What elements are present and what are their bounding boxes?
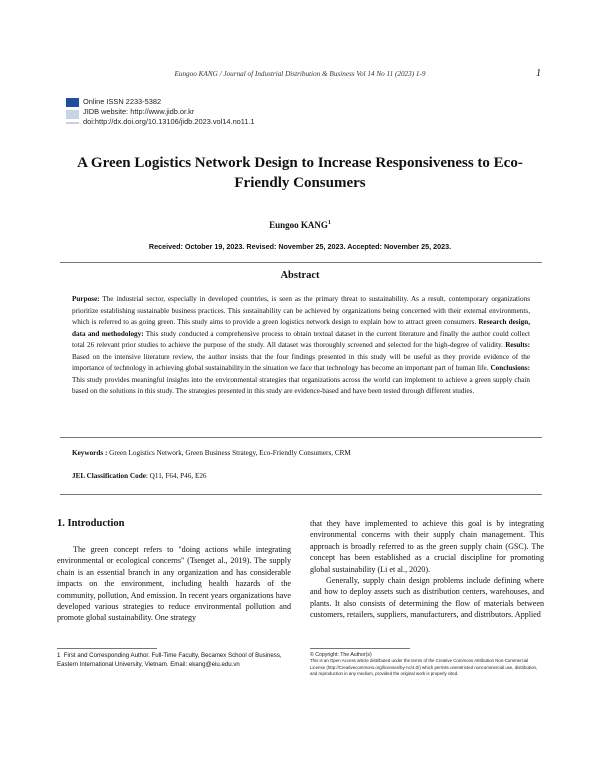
journal-logo-bar-icon xyxy=(66,122,79,124)
keywords-text: Green Logistics Network, Green Business Strategy, Eco-Friendly Consumers, CRM xyxy=(107,449,351,457)
copyright-line: © Copyright: The Author(s) xyxy=(310,652,372,658)
footnote-text: First and Corresponding Author. Full-Time Faculty, Becamex School of Business, Eastern International University, Vietnam. Email: ekang@eiu.edu.vn xyxy=(57,652,282,668)
section-heading-introduction: 1. Introduction xyxy=(57,518,125,529)
publication-info xyxy=(83,97,255,127)
author-footnote-marker: 1 xyxy=(327,220,331,226)
paper-title xyxy=(40,153,560,193)
results-label: Results: xyxy=(505,341,530,350)
title-line-2: Friendly Consumers xyxy=(234,175,366,191)
license-notice xyxy=(310,652,544,677)
footnote-rule xyxy=(57,648,157,649)
submission-dates: Received: October 19, 2023. Revised: November 25, 2023. Accepted: November 25, 2023. xyxy=(148,242,452,251)
footnote xyxy=(57,652,291,669)
jel-label: JEL Classification Code xyxy=(72,472,146,480)
intro-paragraph-3: Generally, supply chain design problems include defining where and how to deploy assets such as distribution centers, warehouses, and plants. It also consists of determining the flow of materials between customers, retailers, suppliers, manufacturers, and distributors. Applied xyxy=(310,576,544,620)
journal-logo-icon xyxy=(66,98,79,107)
license-rule xyxy=(310,648,410,649)
jel-codes xyxy=(72,472,530,480)
method-text: This study conducted a comprehensive process to obtain textual dataset in the current literature and finally the author could collect total 26 relevant prior studies to achieve the purpose of the study. All dataset was thoroughly screened and selected for the high-degree of validity. xyxy=(72,329,531,350)
intro-paragraph-1: The green concept refers to "doing actions while integrating environmental or ecological concerns" (Tsenget al., 2019). The supply chain is an essential branch in any organization and has considerable impacts on the environment, including health hazards of the community, pollution, And emission. In recent years organizations have developed various strategies to reduce environmental pollution and promote global sustainability. One strategy xyxy=(57,545,291,623)
journal-website[interactable]: JIDB website: http://www.jidb.or.kr xyxy=(83,107,195,116)
divider-middle xyxy=(60,437,542,438)
license-text: This is an Open Access article distributed under the terms of the Creative Commons Attribution Non-Commercial License (http://Creativecommons.org/licenses/by-nc/4.0/) which permits unrestricted noncommercial use, distribution, and reproduction in any medium, provided the original work is properly cited. xyxy=(310,658,538,676)
conclusions-text: This study provides meaningful insights into the environmental strategies that organizations across the world can implement to achieve a green supply chain based on the solutions in this study. The strategies presented in this study are evidence-based and have been tested through different studies. xyxy=(72,375,530,396)
purpose-text: The industrial sector, especially in developed countries, is seen as the primary threat to sustainability. As a result, contemporary organizations prioritize establishing sustainable business practices. This sustainability can be achieved by organizations being concerned with their external environments, which is referred to as going green. This study aims to provide a green logistics network design to explain how to attract green consumers. xyxy=(72,295,530,327)
purpose-label: Purpose: xyxy=(72,295,100,303)
divider-bottom xyxy=(60,494,542,495)
author-name: Eungoo KANG xyxy=(269,220,328,230)
author xyxy=(0,220,600,230)
footnote-number: 1 xyxy=(57,652,61,659)
issn: Online ISSN 2233-5382 xyxy=(83,97,162,106)
title-line-1: A Green Logistics Network Design to Increase Responsiveness to Eco- xyxy=(77,155,523,171)
abstract-heading: Abstract xyxy=(280,270,320,281)
journal-logo-shadow-icon xyxy=(66,110,79,119)
divider-top xyxy=(60,262,542,263)
running-head: Eungoo KANG / Journal of Industrial Distribution & Business Vol 14 No 11 (2023) 1-9 xyxy=(174,70,426,78)
intro-column-left xyxy=(57,544,291,624)
keywords-label: Keywords : xyxy=(72,449,108,457)
jel-text: : Q11, F64, P46, E26 xyxy=(145,472,207,480)
page-number: 1 xyxy=(536,68,541,79)
intro-paragraph-2: that they have implemented to achieve this goal is by integrating environmental concerns with their supply chain management. This approach is broadly referred to as the green supply chain (GSC). The concept has been established as a crucial discipline for promoting global sustainability (Li et al., 2020). xyxy=(310,519,544,574)
conclusions-label: Conclusions: xyxy=(490,364,530,373)
intro-column-right xyxy=(310,518,544,621)
abstract-body xyxy=(72,294,530,398)
results-text: Based on the intensive literature review, the author insists that the four findings presented in this study will be useful as they provide evidence of the importance of technology in achieving global sustainability.in the situation we face that technology has become an important part of human life. xyxy=(72,352,530,373)
doi-link[interactable]: doi:http://dx.doi.org/10.13106/jidb.2023.vol14.no11.1 xyxy=(83,117,255,126)
keywords xyxy=(72,449,530,457)
method-label: Research design, data and methodology: xyxy=(72,318,530,338)
